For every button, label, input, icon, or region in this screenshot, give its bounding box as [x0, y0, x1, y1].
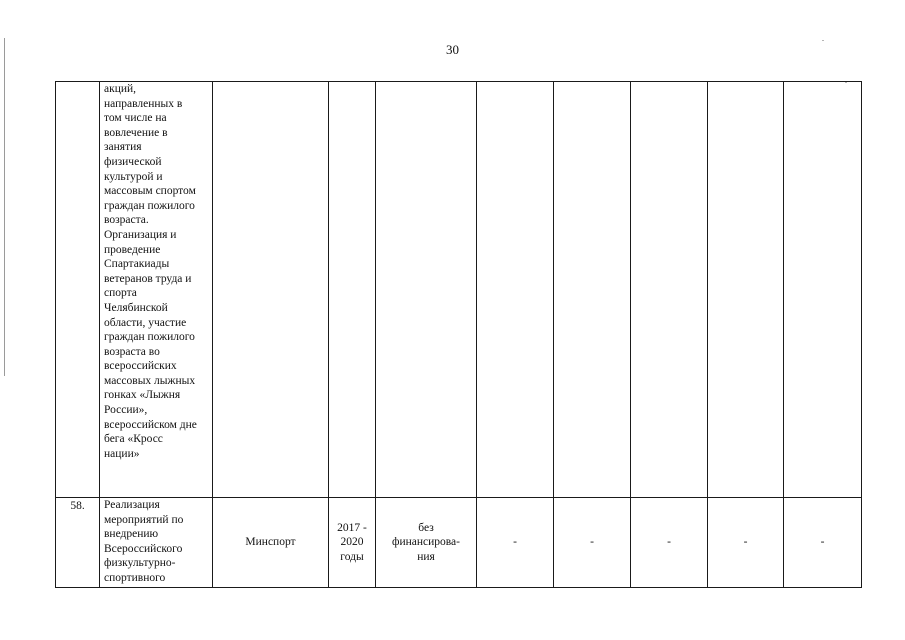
measure-name-text: Реализация мероприятий по внедрению Всероссийского физкультурно-спортивного	[104, 499, 184, 584]
value-cell: -	[554, 498, 631, 588]
measure-name	[100, 498, 213, 588]
value-cell	[477, 82, 554, 498]
value-cell	[631, 82, 708, 498]
value-cell	[708, 82, 784, 498]
funding-text: без финансирова-ния	[392, 521, 460, 563]
measure-name	[100, 82, 213, 498]
period-cell	[329, 82, 376, 498]
value-cell: -	[708, 498, 784, 588]
table-row	[56, 498, 862, 588]
value-cell: -	[477, 498, 554, 588]
row-number: 58.	[56, 498, 100, 588]
value-cell	[784, 82, 862, 498]
measures-table	[55, 81, 862, 588]
scan-speck	[822, 40, 824, 41]
value-cell	[554, 82, 631, 498]
value-cell: -	[784, 498, 862, 588]
funding-cell	[376, 498, 477, 588]
scan-edge-mark	[4, 38, 5, 376]
page-number: 30	[446, 42, 459, 57]
executor-cell	[213, 82, 329, 498]
period-cell	[329, 498, 376, 588]
value-cell: -	[631, 498, 708, 588]
executor-cell: Минспорт	[213, 498, 329, 588]
table-row	[56, 82, 862, 498]
period-text: 2017 - 2020 годы	[337, 521, 367, 563]
measure-name-text: акций, направленных в том числе на вовлечение в занятия физической культурой и массовым спортом граждан пожилого возраста. Организация и проведение Спартакиады ветеранов труда и спорта Челябинской области, участие граждан пожилого возраста во всероссийских массовых лыжных гонках «Лыжня России», всероссийском дне бега «Кросс нации»	[104, 83, 197, 460]
funding-cell	[376, 82, 477, 498]
row-number	[56, 82, 100, 498]
